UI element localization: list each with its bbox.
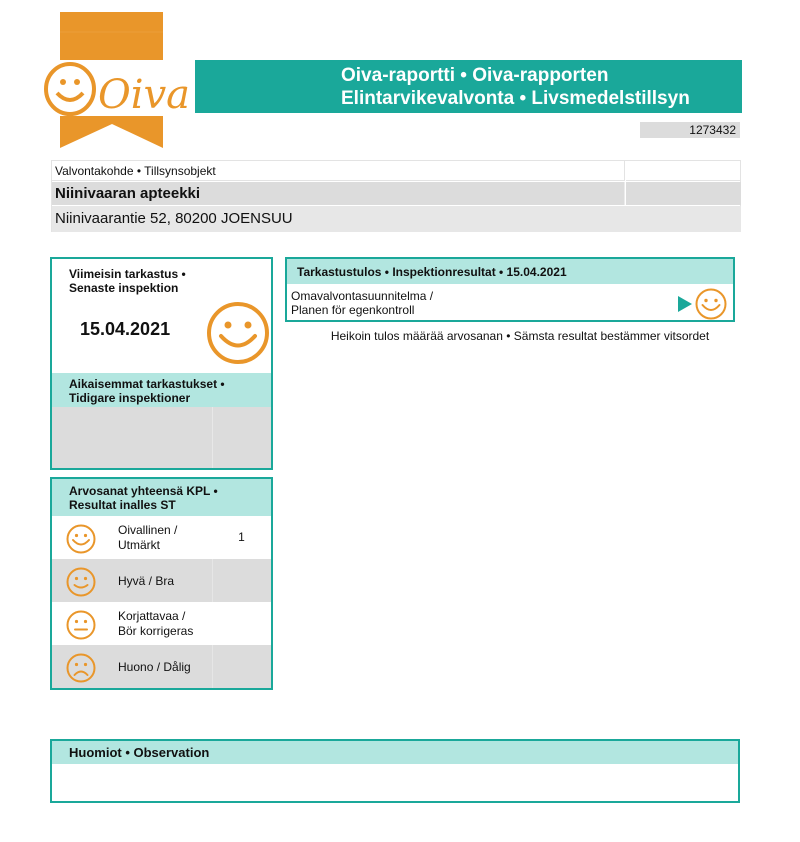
- sad-face-icon: [66, 653, 96, 683]
- grade-row-good: [52, 559, 271, 602]
- previous-title-line1: Aikaisemmat tarkastukset •: [69, 377, 225, 391]
- observation-box: [50, 739, 740, 803]
- play-arrow-icon[interactable]: [678, 296, 692, 312]
- latest-inspection-box: [50, 257, 273, 470]
- latest-inspection-title: [69, 267, 186, 295]
- grade-label-line1: Oivallinen /: [118, 523, 178, 537]
- object-label: Valvontakohde • Tillsynsobjekt: [52, 161, 625, 181]
- excellent-smiley-icon: [66, 524, 96, 554]
- grades-summary-box: [50, 477, 273, 690]
- grade-count: [212, 602, 271, 645]
- report-title-line2: Elintarvikevalvonta • Livsmedelstillsyn: [341, 87, 690, 109]
- report-number: 1273432: [640, 122, 740, 138]
- grade-label: [118, 523, 177, 553]
- report-title-bar: [195, 60, 742, 113]
- object-name: Niinivaaran apteekki: [52, 182, 625, 205]
- excellent-smiley-icon: [695, 288, 727, 320]
- grade-count: [212, 645, 271, 688]
- previous-inspections-list: [52, 407, 271, 468]
- result-item-line2: Planen för egenkontroll: [291, 303, 415, 317]
- previous-title-line2: Tidigare inspektioner: [69, 391, 191, 405]
- latest-inspection-date: 15.04.2021: [80, 319, 171, 339]
- inspection-object-table: [51, 160, 741, 232]
- grade-label-line1: Huono / Dålig: [118, 660, 191, 674]
- grades-title-line1: Arvosanat yhteensä KPL •: [69, 484, 218, 498]
- neutral-face-icon: [66, 610, 96, 640]
- previous-inspections-header: [52, 373, 271, 407]
- grade-label-line2: Bör korrigeras: [118, 624, 194, 638]
- latest-title-line1: Viimeisin tarkastus •: [69, 267, 186, 281]
- object-name-extra-cell: [626, 182, 741, 205]
- good-smiley-icon: [66, 567, 96, 597]
- grade-row-excellent: [52, 516, 271, 559]
- grade-row-poor: [52, 645, 271, 688]
- grade-row-needs-correction: [52, 602, 271, 645]
- previous-inspections-divider: [212, 407, 213, 468]
- grades-title-line2: Resultat inalles ST: [69, 498, 176, 512]
- grade-label: [118, 609, 193, 639]
- oiva-logo: [36, 12, 191, 148]
- grade-label-line1: Korjattavaa /: [118, 609, 186, 623]
- grades-summary-header: [52, 479, 271, 516]
- grade-count: [212, 559, 271, 602]
- logo-text: Oiva: [98, 72, 191, 118]
- latest-title-line2: Senaste inspektion: [69, 281, 179, 295]
- inspection-results-box: [285, 257, 735, 322]
- inspection-results-header: Tarkastustulos • Inspektionresultat • 15.04.2021: [287, 259, 733, 284]
- grade-label-line2: Utmärkt: [118, 538, 160, 552]
- grade-label: [118, 660, 191, 675]
- result-item-label: [291, 289, 433, 317]
- excellent-smiley-icon: [206, 301, 270, 365]
- object-label-extra-cell: [626, 161, 741, 181]
- object-address: Niinivaarantie 52, 80200 JOENSUU: [52, 206, 741, 232]
- report-title-line1: Oiva-raportti • Oiva-rapporten: [341, 64, 609, 86]
- observation-header: Huomiot • Observation: [52, 741, 738, 764]
- grade-count: 1: [238, 530, 245, 544]
- grading-note: Heikoin tulos määrää arvosanan • Sämsta resultat bestämmer vitsordet: [330, 329, 710, 343]
- result-item-line1: Omavalvontasuunnitelma /: [291, 289, 434, 303]
- grade-label-line1: Hyvä / Bra: [118, 574, 175, 588]
- grade-label: [118, 574, 174, 589]
